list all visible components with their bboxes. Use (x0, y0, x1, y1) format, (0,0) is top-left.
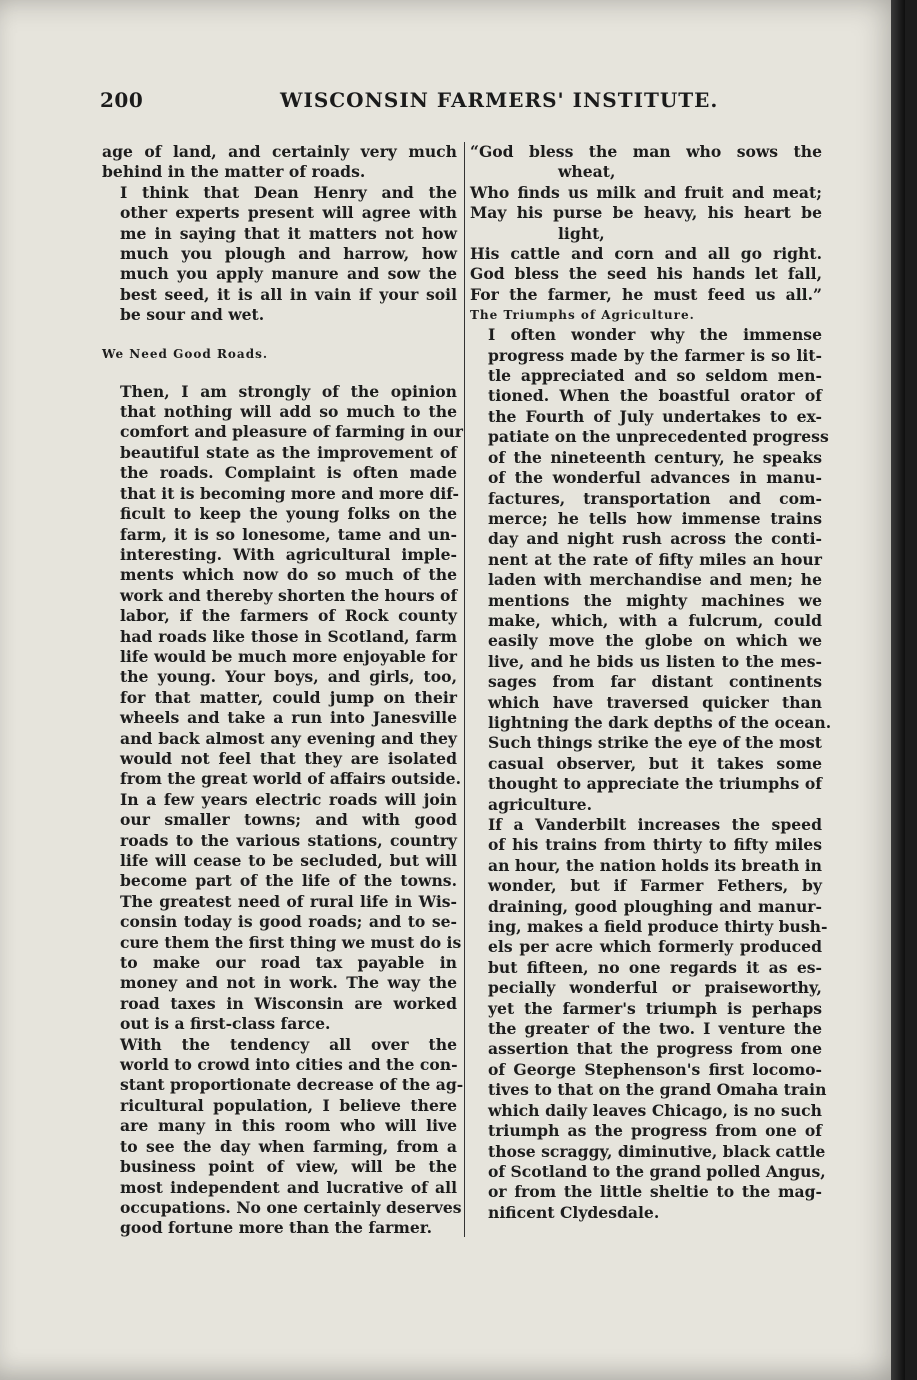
text-line: Such things strike the eye of the most (488, 733, 822, 753)
text-line: light, (558, 223, 605, 243)
text-line: are many in this room who will live (120, 1116, 457, 1136)
text-line: that nothing will add so much to the (120, 402, 457, 422)
text-line: work and thereby shorten the hours of (120, 585, 458, 605)
text-line: labor, if the farmers of Rock county (120, 606, 457, 626)
left-column (102, 142, 464, 1239)
text-line: casual observer, but it takes some (488, 753, 822, 773)
text-line: other experts present will agree with (120, 203, 457, 223)
text-line: or from the little sheltie to the mag- (488, 1182, 822, 1202)
text-line: merce; he tells how immense trains (488, 508, 822, 528)
text-line: the young. Your boys, and girls, too, (120, 667, 457, 687)
text-line: God bless the seed his hands let fall, (470, 264, 822, 284)
text-line: business point of view, will be the (120, 1157, 457, 1177)
paragraph (470, 815, 828, 1223)
text-line: mentions the mighty machines we (488, 590, 822, 610)
text-line: wonder, but if Farmer Fethers, by (488, 876, 822, 896)
text-line: tioned. When the boastful orator of (488, 386, 822, 406)
text-line: and back almost any evening and they (120, 728, 457, 748)
text-line: progress made by the farmer is so lit- (488, 345, 822, 365)
poem (470, 142, 822, 305)
text-line: the Fourth of July undertakes to ex- (488, 406, 822, 426)
text-line: wheels and take a run into Janesville (120, 708, 457, 728)
text-line: “God bless the man who sows the (470, 142, 822, 161)
text-line: behind in the matter of roads. (102, 162, 366, 182)
text-line: ficult to keep the young folks on the (120, 504, 457, 524)
paragraph (102, 183, 457, 326)
paragraph (102, 142, 457, 183)
text-line: good fortune more than the farmer. (120, 1218, 433, 1238)
text-line: I think that Dean Henry and the (120, 182, 457, 202)
text-line: the roads. Complaint is often made (120, 463, 457, 483)
text-line: of Scotland to the grand polled Angus, (488, 1161, 826, 1181)
text-line: pecially wonderful or praiseworthy, (488, 978, 822, 998)
text-line: to see the day when farming, from a (120, 1136, 457, 1156)
text-line: sages from far distant continents (488, 672, 822, 692)
page-edge-shadow (891, 0, 905, 1380)
text-line: May his purse be heavy, his heart be (470, 203, 822, 223)
text-line: occupations. No one certainly deserves (120, 1197, 462, 1217)
text-line: that it is becoming more and more dif- (120, 483, 459, 503)
section-heading-good-roads: We Need Good Roads. (102, 346, 269, 361)
text-line: yet the farmer's triumph is perhaps (488, 998, 822, 1018)
text-line: road taxes in Wisconsin are worked (120, 993, 457, 1013)
text-line: age of land, and certainly very much (102, 142, 457, 161)
text-line: day and night rush across the conti- (488, 529, 822, 549)
paragraph (102, 1034, 464, 1239)
text-line: farm, it is so lonesome, tame and un- (120, 524, 457, 544)
text-line: wheat, (558, 162, 616, 182)
text-line: With the tendency all over the (120, 1034, 457, 1054)
text-line: me in saying that it matters not how (120, 223, 457, 243)
text-line: best seed, it is all in vain if your soil (120, 284, 457, 304)
text-line: our smaller towns; and with good (120, 810, 457, 830)
text-line: consin today is good roads; and to se- (120, 912, 457, 932)
column-divider (464, 142, 465, 1237)
text-line: His cattle and corn and all go right. (470, 244, 822, 264)
text-line: live, and he bids us listen to the mes- (488, 651, 822, 671)
text-line: beautiful state as the improvement of (120, 442, 457, 462)
text-line: much you apply manure and sow the (120, 264, 457, 284)
text-line: Who finds us milk and fruit and meat; (470, 182, 822, 202)
page-header (100, 88, 875, 118)
text-line: comfort and pleasure of farming in our (120, 422, 463, 442)
text-line: be sour and wet. (120, 305, 265, 325)
text-line: ments which now do so much of the (120, 565, 457, 585)
text-line: triumph as the progress from one of (488, 1121, 822, 1141)
right-column (470, 142, 832, 1223)
text-line: life would be much more enjoyable for (120, 646, 457, 666)
text-line: for that matter, could jump on their (120, 687, 457, 707)
text-line: those scraggy, diminutive, black cattle (488, 1141, 826, 1161)
section-heading-triumphs: The Triumphs of Agriculture. (470, 308, 695, 323)
page-number: 200 (100, 88, 144, 112)
text-line: In a few years electric roads will join (120, 789, 457, 809)
text-line: tle appreciated and so seldom men- (488, 366, 822, 386)
text-line: which have traversed quicker than (488, 692, 822, 712)
text-line: thought to appreciate the triumphs of (488, 774, 822, 794)
text-line: The greatest need of rural life in Wis- (120, 891, 457, 911)
text-line: easily move the globe on which we (488, 631, 822, 651)
text-line: Then, I am strongly of the opinion (120, 381, 457, 401)
text-line: to make our road tax payable in (120, 953, 457, 973)
text-line: For the farmer, he must feed us all.” (470, 284, 822, 304)
text-line: money and not in work. The way the (120, 973, 457, 993)
text-line: roads to the various stations, country (120, 830, 457, 850)
paragraph (470, 325, 832, 815)
text-line: ricultural population, I believe there (120, 1095, 457, 1115)
text-line: had roads like those in Scotland, farm (120, 626, 457, 646)
text-line: assertion that the progress from one (488, 1039, 822, 1059)
text-line: world to crowd into cities and the con- (120, 1055, 458, 1075)
text-line: els per acre which formerly produced (488, 937, 822, 957)
text-line: become part of the life of the towns. (120, 871, 457, 891)
text-line: cure them the first thing we must do is (120, 932, 462, 952)
text-line: nificent Clydesdale. (488, 1202, 660, 1222)
text-line: most independent and lucrative of all (120, 1177, 457, 1197)
text-line: I often wonder why the immense (488, 325, 822, 345)
text-line: from the great world of affairs outside. (120, 769, 462, 789)
text-line: stant proportionate decrease of the ag- (120, 1075, 464, 1095)
text-line: of his trains from thirty to fifty miles (488, 835, 822, 855)
text-line: of George Stephenson's first locomo- (488, 1059, 822, 1079)
paragraph (102, 381, 463, 1035)
running-title: WISCONSIN FARMERS' INSTITUTE. (280, 88, 719, 112)
text-line: out is a first-class farce. (120, 1014, 331, 1034)
text-line: life will cease to be secluded, but will (120, 851, 457, 870)
text-line: ing, makes a field produce thirty bush- (488, 917, 828, 937)
text-line: patiate on the unprecedented progress (488, 427, 829, 447)
text-line: would not feel that they are isolated (120, 748, 457, 768)
text-line: factures, transportation and com- (488, 488, 822, 508)
text-line: of the nineteenth century, he speaks (488, 447, 822, 467)
text-line: much you plough and harrow, how (120, 244, 457, 264)
text-line: but fifteen, no one regards it as es- (488, 957, 822, 977)
text-line: which daily leaves Chicago, is no such (488, 1100, 822, 1120)
text-line: an hour, the nation holds its breath in (488, 855, 822, 875)
text-line: tives to that on the grand Omaha train (488, 1080, 827, 1100)
text-line: laden with merchandise and men; he (488, 570, 822, 590)
text-line: of the wonderful advances in manu- (488, 468, 822, 488)
text-line: agriculture. (488, 794, 593, 814)
text-line: the greater of the two. I venture the (488, 1019, 822, 1039)
text-line: interesting. With agricultural imple- (120, 544, 457, 564)
text-line: If a Vanderbilt increases the speed (488, 815, 822, 834)
text-line: make, which, with a fulcrum, could (488, 610, 822, 630)
text-line: lightning the dark depths of the ocean. (488, 712, 832, 732)
text-line: draining, good ploughing and manur- (488, 896, 822, 916)
text-line: nent at the rate of fifty miles an hour (488, 549, 822, 569)
